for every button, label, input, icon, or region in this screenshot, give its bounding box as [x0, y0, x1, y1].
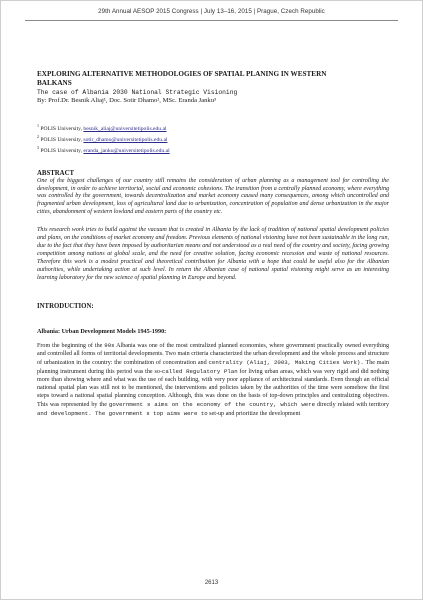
affiliation-2	[37, 133, 389, 144]
paper-subtitle: The case of Albania 2030 National Strategic Visioning	[37, 89, 238, 97]
affiliation-number: 3	[37, 145, 39, 151]
affiliations	[37, 122, 389, 156]
affiliation-number: 2	[37, 134, 39, 140]
abstract-paragraph-2: This research work tries to build against the vacuum that is created in Albania by the lack of tradition of national spatial development policies and plans, on the conditions of market economy and freedom. Previous elements of national visioning have not been sustainable in the long run, due to the fact that they have been imposed by authoritarian means and not understood as a real need of the country and society, facing growing competition among nations at global scale, and the need for creative solution, facing economic recession and waste of national resources. Therefore this work is a modest practical and theoretical contribution for Albania with a hope that could be useful also for the Albanian authorities, while undertaking action at such level. In return the Albanian case of national spatial visioning might serve as an interesting learning laboratory for the new science of spatial planning in Europe and beyond.	[37, 227, 389, 282]
body-run-mono: and development. The government s top aims were to	[37, 409, 208, 417]
body-run: directly related with territory	[315, 401, 389, 408]
body-run-mono: centrality (Aliaj, 2003, Making Cities Work).	[208, 359, 364, 367]
paper-authors: By: Prof.Dr. Besnik Aliaj¹, Doc. Sotir Dhamo², MSc. Eranda Janku³	[37, 97, 216, 105]
page-number: 2613	[204, 580, 219, 586]
body-run-mono: 90s	[104, 342, 115, 350]
header-divider	[25, 20, 398, 21]
affiliation-number: 1	[37, 122, 39, 128]
body-run: for living urban areas, which was very rigid and did nothing more than showing where and what was the use of each building, with very poor appliance of architectural standards. Even though an official national spatial plan was still not to be mentioned, the interventions and policies taken by the authorities of the time were somehow the first steps toward a national spatial planning conception. Although, this was done on the basis of top-down principles and centralizing objectives. This was represented by the	[37, 369, 389, 408]
affiliation-org: POLIS University,	[40, 136, 82, 143]
affiliation-email-link[interactable]: sotir_dhamo@universitetipolis.edu.al	[83, 136, 168, 143]
body-run: set-up and prioritize the development	[207, 410, 301, 417]
paper-title-line2: BALKANS	[37, 78, 72, 87]
body-run: Albania was one of the most centralized planned economies, where government practically owned everything and controlled all forms of territorial developments. Two main criteria characterized the urban development and the whole process and structure of urbanization in the country: the combination of concentration and	[37, 343, 389, 367]
paper-title	[37, 70, 389, 87]
abstract-paragraph-1: One of the biggest challenges of our country still remains the consideration of urban planning as a management tool for controlling the development, in order to achieve territorial, social and economic cohesions. The transition from a centrally planned economy, where everything was controlled by the government, towards decentralization and market economy caused many consequences, among which uncontrolled and fragmented urban development, loss of agricultural land due to urbanization, concentration of population and dense urbanization in the major cities, abandonment of western lowland and eastern parts of the country etc.	[37, 177, 389, 216]
abstract-heading: ABSTRACT	[37, 169, 75, 177]
introduction-body	[37, 342, 389, 419]
introduction-subheading: Albania: Urban Development Models 1945-1990:	[37, 328, 167, 336]
affiliation-3	[37, 144, 389, 155]
paper-title-line1: EXPLORING ALTERNATIVE METHODOLOGIES OF SPATIAL PLANING IN WESTERN	[37, 70, 327, 78]
affiliation-org: POLIS University,	[40, 125, 82, 132]
running-header: 29th Annual AESOP 2015 Congress | July 13–16, 2015 | Prague, Czech Republic	[98, 8, 325, 15]
body-run: From the beginning of the	[37, 343, 105, 350]
body-run: The main planning instrument during this period was the so-	[37, 360, 389, 376]
affiliation-org: POLIS University,	[40, 148, 82, 155]
introduction-heading: INTRODUCTION:	[37, 303, 94, 311]
body-run-mono: government s aims on the economy of the country, which were	[108, 400, 316, 408]
affiliation-1	[37, 122, 389, 133]
affiliation-email-link[interactable]: besnik_aliaj@universitetipolis.edu.al	[83, 125, 167, 132]
paper-content	[37, 70, 389, 419]
body-run-mono: called Regulatory Plan	[161, 368, 238, 376]
affiliation-email-link[interactable]: eranda_janku@universitetipolis.edu.al	[83, 148, 170, 155]
